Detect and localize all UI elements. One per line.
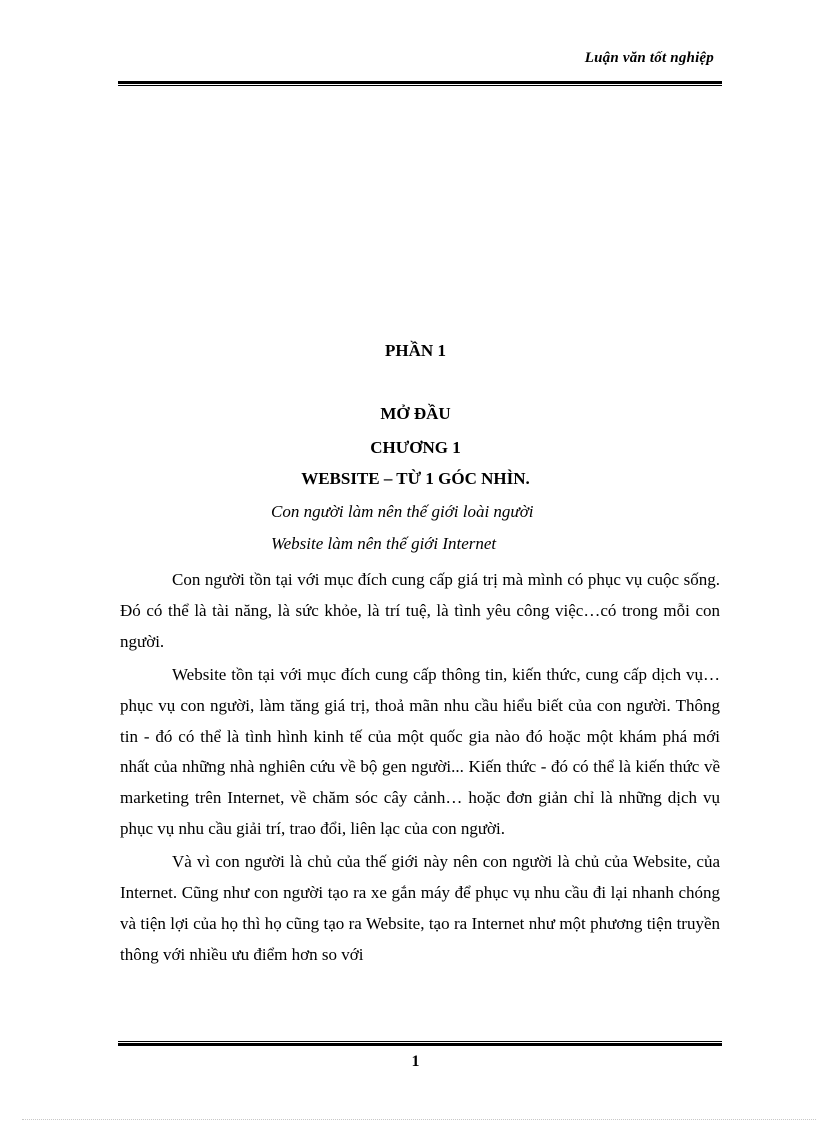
chapter-heading: CHƯƠNG 1: [370, 438, 461, 457]
paragraph: Con người tồn tại với mục đích cung cấp giá trị mà mình có phục vụ cuộc sống. Đó có thể là tài năng, là sức khỏe, là trí tuệ, là tình yêu công việc…có trong mỗi con người.: [120, 570, 720, 651]
epigraph-line-1: Con người làm nên thế giới loài người: [271, 502, 534, 521]
epigraph-line-2: Website làm nên thế giới Internet: [271, 534, 497, 553]
body-text: [120, 565, 720, 973]
paragraph: Và vì con người là chủ của thế giới này nên con người là chủ của Website, của Internet. Cũng như con người tạo ra xe gắn máy để phục vụ nhu cầu đi lại nhanh chóng và tiện lợi của họ thì họ cũng tạo ra Website, tạo ra Internet như một phương tiện truyền thông với nhiều ưu điểm hơn so với: [120, 852, 720, 964]
footer-rule: [118, 1041, 722, 1046]
header-rule: [118, 81, 722, 86]
intro-heading: MỞ ĐẦU: [380, 404, 451, 423]
page-break-line: [22, 1119, 816, 1120]
part-heading: PHẦN 1: [385, 341, 446, 360]
paragraph: Website tồn tại với mục đích cung cấp thông tin, kiến thức, cung cấp dịch vụ…phục vụ con người, làm tăng giá trị, thoả mãn nhu cầu hiểu biết của con người. Thông tin - đó có thể là tình hình kinh tế của một quốc gia nào đó hoặc một khám phá mới nhất của những nhà nghiên cứu về bộ gen người... Kiến thức - đó có thể là kiến thức về marketing trên Internet, về chăm sóc cây cảnh… hoặc đơn giản chỉ là những dịch vụ phục vụ nhu cầu giải trí, trao đổi, liên lạc của con người.: [120, 664, 720, 839]
chapter-title: WEBSITE – TỪ 1 GÓC NHÌN.: [301, 469, 530, 488]
header-rule-thick: [118, 81, 722, 84]
page-number: 1: [411, 1053, 420, 1070]
footer-rule-thin: [118, 1041, 722, 1042]
running-header: Luận văn tốt nghiệp: [584, 50, 714, 66]
header-rule-thin: [118, 85, 722, 86]
footer-rule-thick: [118, 1043, 722, 1046]
